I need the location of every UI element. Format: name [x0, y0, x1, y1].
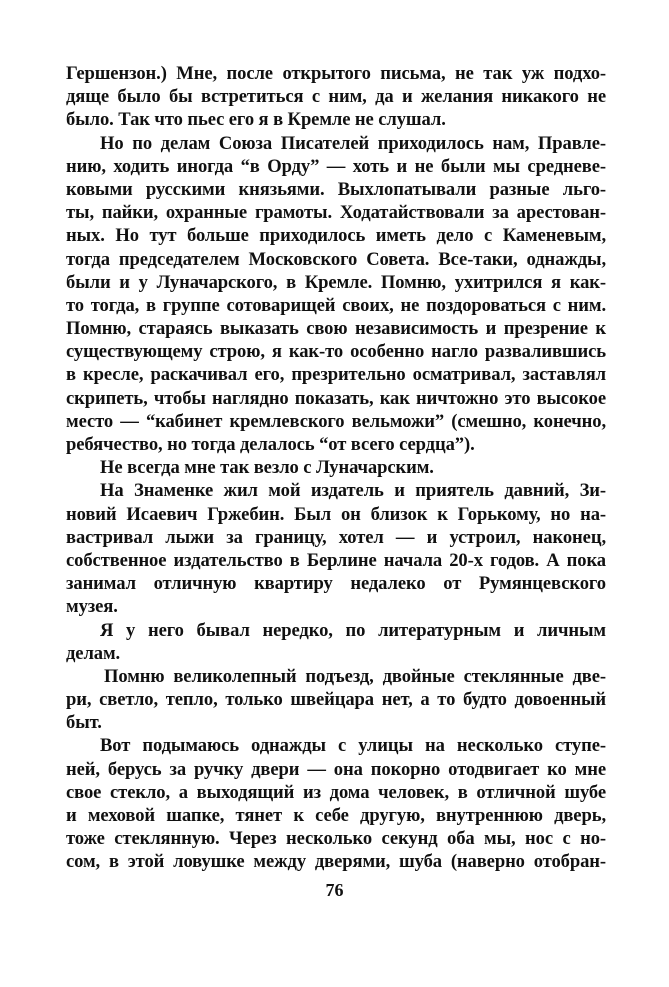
text-line: Помню, стараясь выказать свою независимость и презрение к	[66, 318, 606, 340]
text-line: музея.	[66, 596, 118, 618]
text-line: собственное издательство в Берлине начала 20-х годов. А пока	[66, 549, 606, 571]
text-line: то тогда, в группе сотоварищей своих, не поздороваться с ним.	[66, 294, 606, 316]
text-line: вастривал лыжи за границу, хотел — и устроил, наконец,	[66, 526, 606, 548]
text-line: существующему строю, я как-то особенно нагло развалившись	[66, 341, 606, 363]
text-line: место — “кабинет кремлевского вельможи” (смешно, конечно,	[66, 410, 606, 432]
text-line: ковыми русскими князьями. Выхлопатывали разные льго-	[66, 178, 606, 200]
text-line: ты, пайки, охранные грамоты. Ходатайствовали за арестован-	[66, 202, 606, 224]
page-number: 76	[325, 880, 344, 900]
text-line: Вот подымаюсь однажды с улицы на несколько ступе-	[100, 735, 606, 757]
text-line: были и у Луначарского, в Кремле. Помню, ухитрился я как-	[66, 271, 606, 293]
text-line: Но по делам Союза Писателей приходилось нам, Правле-	[100, 132, 606, 154]
text-line: Помню великолепный подъезд, двойные стеклянные две-	[104, 665, 606, 687]
text-line: занимал отличную квартиру недалеко от Румянцевского	[66, 573, 606, 595]
text-line: свое стекло, а выходящий из дома человек, в отличной шубе	[66, 781, 606, 803]
text-line: быт.	[66, 712, 102, 734]
text-line: ребячество, но тогда делалось “от всего сердца”).	[66, 434, 475, 455]
text-line: и меховой шапке, тянет к себе другую, внутреннюю дверь,	[66, 805, 606, 826]
text-line: тоже стеклянную. Через несколько секунд оба мы, нос с но-	[66, 828, 606, 850]
text-line: Я у него бывал нередко, по литературным и личным	[100, 619, 606, 641]
text-line: сом, в этой ловушке между дверями, шуба (наверно отобран-	[66, 851, 606, 873]
text-line: скрипеть, чтобы наглядно показать, как ничтожно это высокое	[66, 387, 606, 409]
text-line: ней, берусь за ручку двери — она покорно отодвигает ко мне	[66, 758, 606, 780]
text-line: новий Исаевич Гржебин. Был он близок к Горькому, но на-	[66, 503, 606, 525]
text-line: Гершензон.) Мне, после открытого письма, не так уж подхо-	[66, 63, 606, 84]
text-line: тогда председателем Московского Совета. Все-таки, однажды,	[66, 248, 606, 270]
text-line: нию, ходить иногда “в Орду” — хоть и не были мы средневе-	[66, 155, 606, 177]
text-line: делам.	[66, 642, 121, 664]
text-line: в кресле, раскачивал его, презрительно осматривал, заставлял	[66, 364, 606, 386]
text-line: ри, светло, тепло, только швейцара нет, а то будто довоенный	[66, 689, 606, 711]
text-line: На Знаменке жил мой издатель и приятель давний, Зи-	[100, 480, 606, 502]
text-line: дяще было бы встретиться с ним, да и желания никакого не	[66, 86, 606, 108]
text-line: ных. Но тут больше приходилось иметь дело с Каменевым,	[66, 225, 606, 247]
text-line: было. Так что пьес его я в Кремле не слушал.	[66, 109, 446, 131]
page-text-block	[66, 62, 606, 874]
text-line: Не всегда мне так везло с Луначарским.	[100, 457, 434, 479]
